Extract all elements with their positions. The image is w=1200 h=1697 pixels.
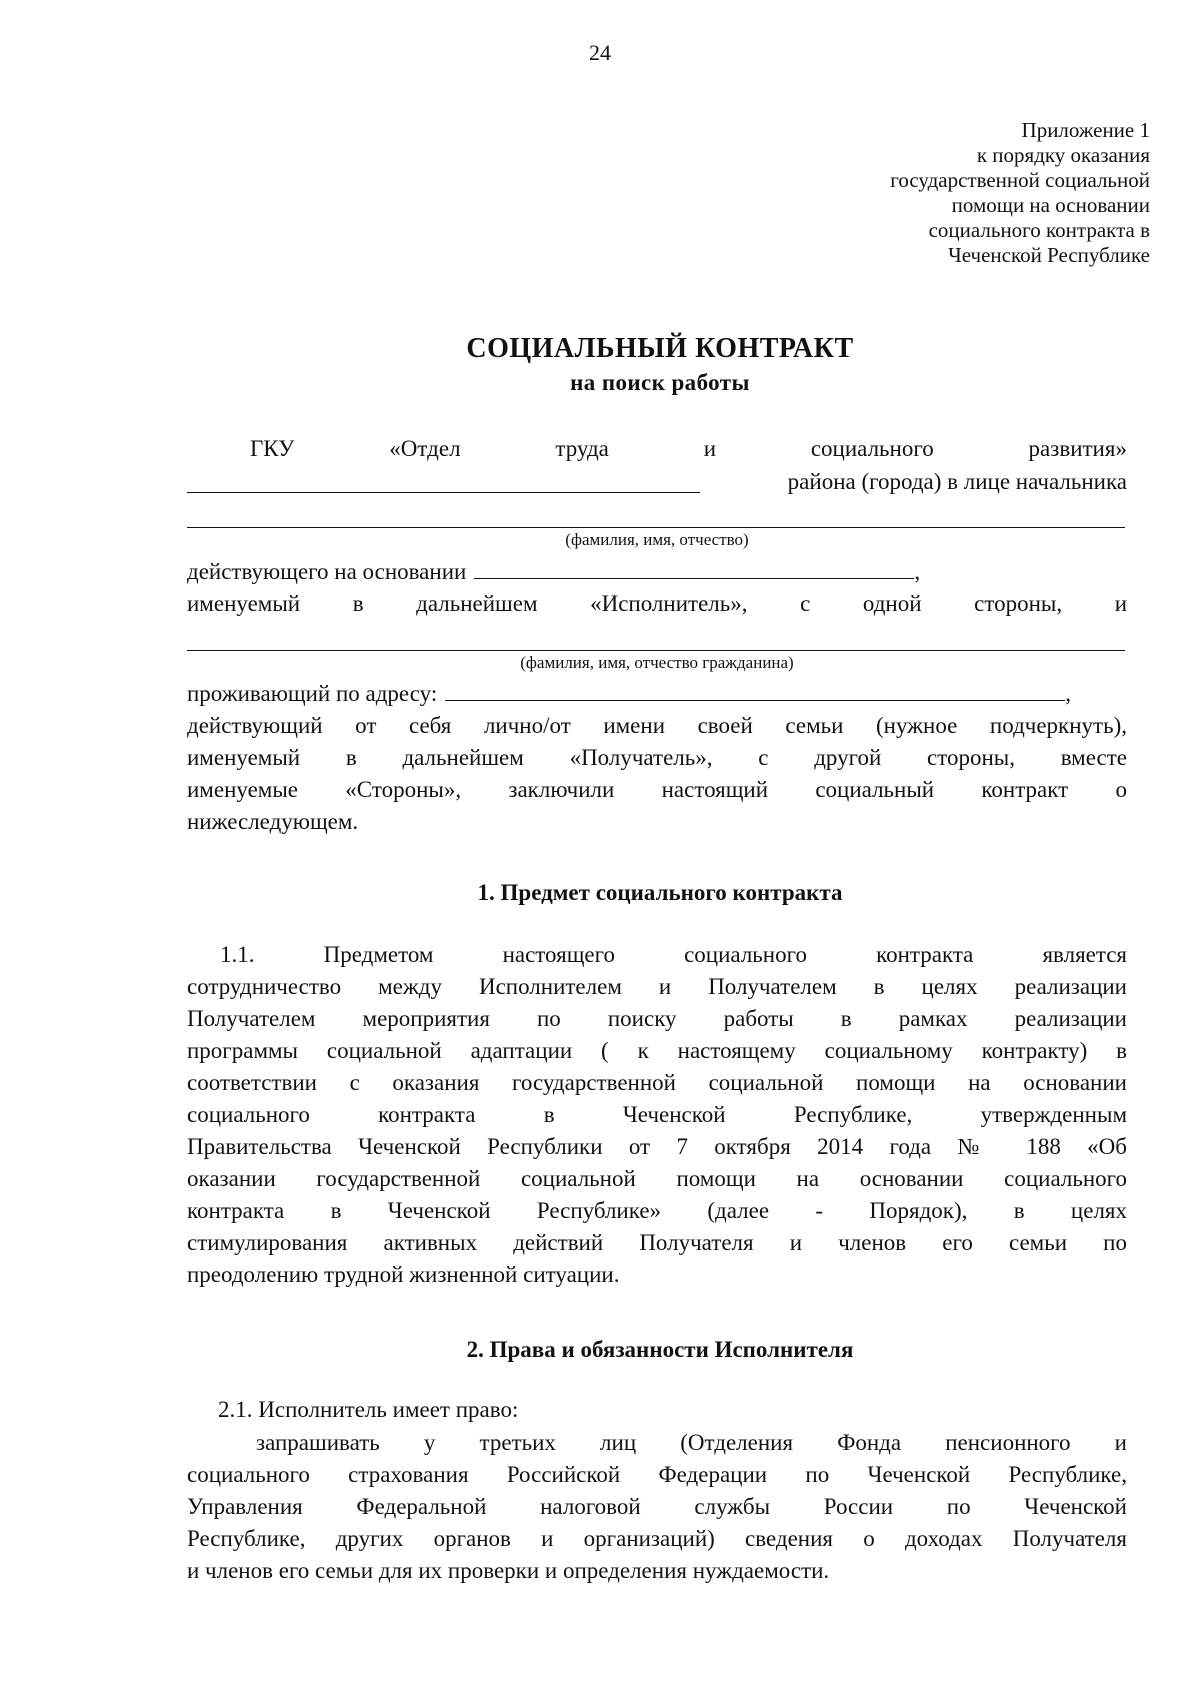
preamble-acting-line: действующий от себя лично/от имени своей семьи (нужное подчеркнуть),: [187, 713, 1127, 738]
appendix-line: помощи на основании: [951, 193, 1150, 217]
caption-citizen: (фамилия, имя, отчество гражданина): [520, 653, 794, 672]
caption-fio: (фамилия, имя, отчество): [565, 530, 749, 549]
preamble-line-5: именуемый в дальнейшем «Исполнитель», с одной стороны, и: [187, 591, 1127, 616]
preamble-last-line: нижеследующем.: [187, 809, 359, 834]
preamble-line-1: ГКУ «Отдел труда и социального развития»: [250, 436, 1127, 461]
blank-citizen-name-line: [187, 650, 1125, 651]
blank-basis: [474, 556, 914, 579]
section-1-last-line: преодолению трудной жизненной ситуации.: [187, 1262, 620, 1287]
section-1-line: социального контракта в Чеченской Республике, утвержденным: [187, 1102, 1127, 1127]
section-1-line: 1.1. Предметом настоящего социального контракта является: [220, 942, 1127, 967]
section-1-line: Получателем мероприятия по поиску работы в рамках реализации: [187, 1006, 1127, 1031]
section-2-line: социального страхования Российской Федерации по Чеченской Республике,: [187, 1462, 1127, 1487]
section-1-line: программы социальной адаптации ( к настоящему социальному контракту) в: [187, 1038, 1127, 1063]
appendix-block: [890, 118, 1150, 268]
appendix-line: социального контракта в: [928, 218, 1150, 242]
document-subtitle: на поиск работы: [570, 370, 750, 395]
appendix-line: Приложение 1: [1021, 118, 1150, 142]
page-number: 24: [589, 40, 611, 65]
blank-head-name-line: [187, 527, 1125, 528]
blank-address: [445, 678, 1065, 701]
blank-district-line: [187, 492, 700, 493]
appendix-line: к порядку оказания: [976, 143, 1150, 167]
appendix-line: государственной социальной: [890, 168, 1150, 192]
preamble-named-line: именуемый в дальнейшем «Получатель», с другой стороны, вместе: [187, 745, 1127, 770]
section-2-last-line: и членов его семьи для их проверки и определения нуждаемости.: [187, 1558, 830, 1583]
section-2-heading: 2. Права и обязанности Исполнителя: [466, 1337, 854, 1362]
section-2-line: запрашивать у третьих лиц (Отделения Фонда пенсионного и: [256, 1430, 1127, 1455]
preamble-basis-line: действующего на основании ,: [187, 556, 1127, 588]
section-1-line: контракта в Чеченской Республике» (далее - Порядок), в целях: [187, 1198, 1127, 1223]
section-1-line: сотрудничество между Исполнителем и Получателем в целях реализации: [187, 974, 1127, 999]
preamble-parties-line: именуемые «Стороны», заключили настоящий социальный контракт о: [187, 777, 1127, 802]
section-1-heading: 1. Предмет социального контракта: [477, 880, 843, 905]
section-1-line: Правительства Чеченской Республики от 7 октября 2014 года № 188 «Об: [187, 1134, 1127, 1159]
section-2-line: Управления Федеральной налоговой службы России по Чеченской: [187, 1494, 1127, 1519]
section-2-line: Республике, других органов и организаций) сведения о доходах Получателя: [187, 1526, 1127, 1551]
section-1-line: соответствии с оказания государственной социальной помощи на основании: [187, 1070, 1127, 1095]
section-1-line: оказании государственной социальной помощи на основании социального: [187, 1166, 1127, 1191]
preamble-address-line: проживающий по адресу: ,: [187, 678, 1127, 710]
document-title: СОЦИАЛЬНЫЙ КОНТРАКТ: [466, 333, 854, 364]
preamble-line-2: района (города) в лице начальника: [787, 469, 1127, 494]
clause-2-1: 2.1. Исполнитель имеет право:: [218, 1397, 519, 1422]
section-1-line: стимулирования активных действий Получателя и членов его семьи по: [187, 1230, 1127, 1255]
appendix-line: Чеченской Республике: [948, 243, 1150, 267]
